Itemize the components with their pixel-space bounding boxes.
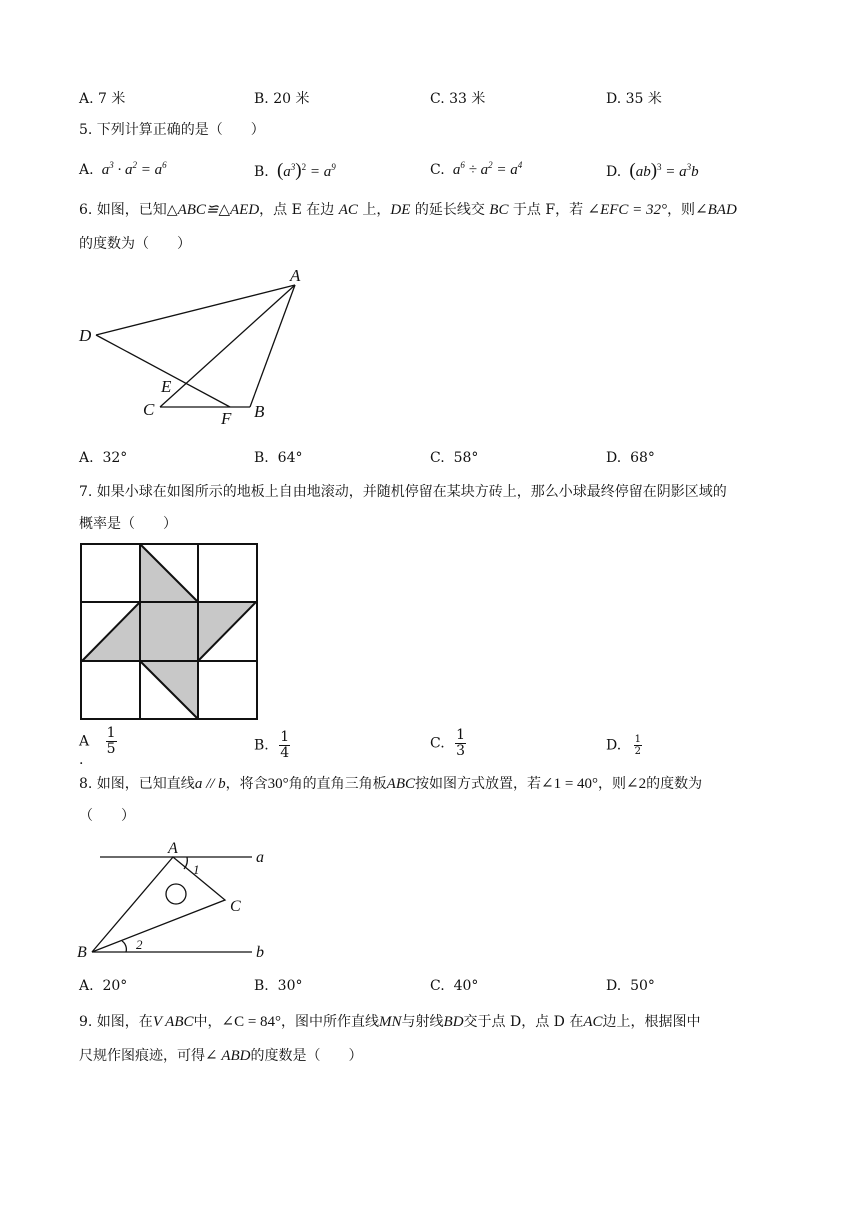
- q6-stem-line1: 6. 如图，已知△ABC≌△AED，点 E 在边 AC 上，DE 的延长线交 BC 于点 F，若 ∠EFC = 32°，则∠BAD: [79, 202, 737, 218]
- q8-parallel-lines-figure: [70, 835, 280, 965]
- q8-label-angle-1: 1: [193, 862, 200, 877]
- q9-stem-line1: 9. 如图，在V ABC中，∠C = 84°，图中所作直线MN与射线BD交于点 D，点 D 在AC边上，根据图中: [79, 1014, 701, 1030]
- q6-label-d: D: [79, 326, 92, 345]
- q5-option-b: B. $(a^3)^2 = a^9$: [254, 160, 336, 181]
- q4-option-a: A. 7 米: [79, 91, 126, 107]
- q8-label-angle-2: 2: [136, 937, 143, 952]
- q7-option-c: C. $\frac{1}{3}$: [430, 727, 466, 759]
- q6-option-a: A. 32°: [79, 450, 128, 466]
- q6-label-c: C: [143, 400, 155, 419]
- q7-tile-grid-figure: [80, 543, 260, 721]
- q6-option-c: C. 58°: [430, 450, 479, 466]
- q6-option-d: D. 68°: [606, 450, 655, 466]
- q5-stem: 5. 下列计算正确的是（ ）: [79, 122, 265, 138]
- q8-label-line-b: b: [256, 944, 264, 961]
- q8-option-b: B. 30°: [254, 978, 303, 994]
- q7-option-d: D. $\frac{1}{2}$: [606, 734, 642, 757]
- segment-da: [96, 285, 295, 335]
- triangle-hole: [166, 884, 186, 904]
- q6-triangle-figure: [70, 262, 310, 434]
- q6-stem-line2: 的度数为（ ）: [79, 236, 191, 252]
- q6-label-e: E: [161, 377, 172, 396]
- q7-stem-line1: 7. 如果小球在如图所示的地板上自由地滚动，并随机停留在某块方砖上，那么小球最终停留在阴影区域的: [79, 484, 727, 500]
- q5-option-a: A. $a^3 \cdot a^2 = a^6$: [79, 160, 167, 178]
- q8-label-a-vertex: A: [168, 840, 178, 857]
- q8-stem-line2: （ ）: [79, 808, 135, 824]
- q8-option-d: D. 50°: [606, 978, 655, 994]
- q5-option-c: C. $a^6 \div a^2 = a^4$: [430, 160, 523, 178]
- q5-option-d: D. $(ab)^3 = a^3b$: [606, 160, 699, 181]
- triangle-abc: [92, 857, 225, 952]
- segment-ac: [160, 285, 295, 407]
- angle-2-arc: [122, 941, 126, 952]
- q6-label-a: A: [290, 266, 301, 285]
- shaded-star-region: [82, 544, 256, 719]
- q7-option-a: A $\frac{1}{5}$: [79, 725, 116, 757]
- q4-option-d: D. 35 米: [606, 91, 662, 107]
- q8-label-b-vertex: B: [77, 944, 87, 961]
- q6-label-f: F: [221, 409, 232, 428]
- q4-option-c: C. 33 米: [430, 91, 486, 107]
- q4-option-b: B. 20 米: [254, 91, 310, 107]
- q8-label-line-a: a: [256, 849, 264, 866]
- q8-label-c: C: [230, 898, 241, 915]
- q9-stem-line2: 尺规作图痕迹，可得∠ ABD的度数是（ ）: [79, 1048, 363, 1064]
- q7-stem-line2: 概率是（ ）: [79, 516, 177, 532]
- q6-label-b: B: [254, 402, 265, 421]
- q8-option-a: A. 20°: [79, 978, 128, 994]
- q7-option-a-dot: .: [79, 752, 84, 768]
- q6-option-b: B. 64°: [254, 450, 303, 466]
- segment-ab: [250, 285, 295, 407]
- q8-stem-line1: 8. 如图，已知直线a // b，将含30°角的直角三角板ABC按如图方式放置，若∠1 = 40°，则∠2的度数为: [79, 776, 703, 792]
- q7-option-b: B. $\frac{1}{4}$: [254, 729, 290, 761]
- q8-option-c: C. 40°: [430, 978, 479, 994]
- segment-df: [96, 335, 230, 407]
